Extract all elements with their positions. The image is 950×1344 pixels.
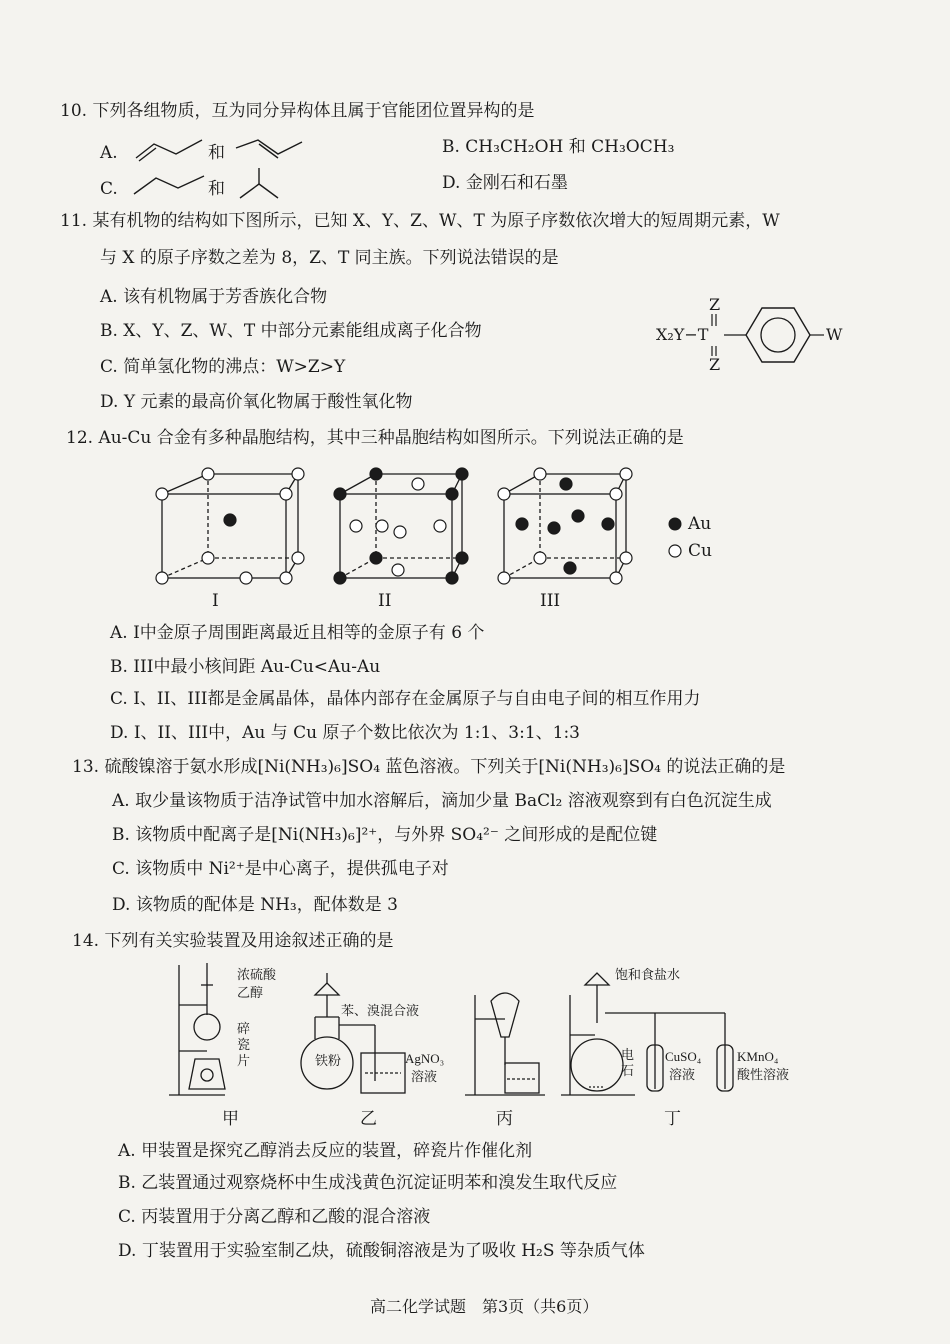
q11-left-group: X₂Y−T (656, 325, 709, 344)
q12-crystal-cells (150, 462, 750, 612)
q11-option-b[interactable]: B. X、Y、Z、W、T 中部分元素能组成离子化合物 (100, 321, 482, 341)
q13-option-c[interactable]: C. 该物质中 Ni²⁺是中心离子，提供孤电子对 (112, 859, 449, 879)
cell-label-iii: III (540, 591, 561, 611)
ding-label-kmno4: KMnO₄ (737, 1049, 779, 1064)
jia-label-5: 片 (237, 1053, 251, 1068)
yi-label-top: 苯、溴混合液 (341, 1003, 420, 1018)
q10-a-alkene-2 (232, 136, 307, 162)
ding-label-dian: 电 (621, 1047, 635, 1062)
q10-c-alkane-1 (132, 172, 207, 198)
ding-label-shi: 石 (621, 1063, 635, 1078)
q13-option-a[interactable]: A. 取少量该物质于洁净试管中加水溶解后，滴加少量 BaCl₂ 溶液观察到有白色沉淀生成 (112, 791, 772, 811)
q11-z-bottom: Z (709, 355, 721, 374)
q10-option-d[interactable]: D. 金刚石和石墨 (442, 173, 568, 193)
app-name-bing: 丙 (496, 1109, 513, 1129)
ding-label-cuso4: CuSO₄ (665, 1049, 702, 1064)
apparatus-ding (561, 973, 733, 1095)
q10-c-and: 和 (208, 179, 225, 199)
q11-option-a[interactable]: A. 该有机物属于芳香族化合物 (100, 287, 328, 307)
q10-option-b[interactable]: B. CH₃CH₂OH 和 CH₃OCH₃ (442, 137, 675, 157)
q11-option-c[interactable]: C. 简单氢化物的沸点：W>Z>Y (100, 357, 346, 377)
jia-label-1: 浓硫酸 (237, 967, 277, 982)
q13-stem: 13. 硫酸镍溶于氨水形成[Ni(NH₃)₆]SO₄ 蓝色溶液。下列关于[Ni(NH₃)₆]SO₄ 的说法正确的是 (72, 757, 786, 777)
app-name-yi: 乙 (360, 1109, 377, 1129)
q14-option-a[interactable]: A. 甲装置是探究乙醇消去反应的装置，碎瓷片作催化剂 (118, 1141, 533, 1161)
q14-option-d[interactable]: D. 丁装置用于实验室制乙炔，硫酸铜溶液是为了吸收 H₂S 等杂质气体 (118, 1241, 645, 1261)
legend-cu-dot (669, 545, 681, 557)
q10-c-isobutane (234, 164, 284, 204)
q12-stem: 12. Au-Cu 合金有多种晶胞结构，其中三种晶胞结构如图所示。下列说法正确的是 (66, 428, 684, 448)
jia-label-4: 瓷 (237, 1037, 251, 1052)
q11-z-top: Z (709, 295, 721, 314)
jia-label-2: 乙醇 (237, 985, 264, 1000)
q14-option-b[interactable]: B. 乙装置通过观察烧杯中生成浅黄色沉淀证明苯和溴发生取代反应 (118, 1173, 618, 1193)
ding-label-cusol: 溶液 (669, 1067, 696, 1082)
q10-a-and: 和 (208, 143, 225, 163)
q11-structure-diagram (652, 294, 862, 378)
q11-stem-line2: 与 X 的原子序数之差为 8，Z、T 同主族。下列说法错误的是 (100, 248, 559, 268)
legend-au-label: Au (688, 514, 712, 534)
app-name-jia: 甲 (222, 1109, 239, 1129)
q11-stem-line1: 11. 某有机物的结构如下图所示，已知 X、Y、Z、W、T 为原子序数依次增大的短周期元素，W (60, 211, 780, 231)
cell-iii-atoms (498, 468, 632, 584)
apparatus-jia (169, 963, 225, 1095)
jia-label-3: 碎 (237, 1021, 251, 1036)
q11-option-d[interactable]: D. Y 元素的最高价氧化物属于酸性氧化物 (100, 392, 413, 412)
q13-option-d[interactable]: D. 该物质的配体是 NH₃，配体数是 3 (112, 895, 398, 915)
yi-label-iron: 铁粉 (315, 1053, 342, 1068)
q14-apparatus (165, 955, 815, 1115)
apparatus-yi (301, 973, 405, 1093)
cell-label-i: I (212, 591, 219, 611)
legend-au-dot (669, 518, 681, 530)
q11-w-label: W (826, 325, 843, 344)
cell-label-ii: II (378, 591, 392, 611)
ding-label-ksol: 酸性溶液 (737, 1067, 790, 1082)
apparatus-bing (465, 993, 545, 1095)
cell-i-atoms (156, 468, 304, 584)
q14-option-c[interactable]: C. 丙装置用于分离乙醇和乙酸的混合溶液 (118, 1207, 431, 1227)
app-name-ding: 丁 (664, 1109, 681, 1129)
q10-option-c-prefix[interactable]: C. (100, 179, 118, 199)
q14-stem: 14. 下列有关实验装置及用途叙述正确的是 (72, 931, 394, 951)
yi-label-sol: 溶液 (411, 1069, 438, 1084)
q13-option-b[interactable]: B. 该物质中配离子是[Ni(NH₃)₆]²⁺，与外界 SO₄²⁻ 之间形成的是配位键 (112, 825, 658, 845)
q12-option-c[interactable]: C. I、II、III都是金属晶体，晶体内部存在金属原子与自由电子间的相互作用力 (110, 689, 701, 709)
page-footer: 高二化学试题 第3页（共6页） (370, 1297, 599, 1316)
q12-option-b[interactable]: B. III中最小核间距 Au-Cu<Au-Au (110, 657, 381, 677)
q10-option-a-prefix[interactable]: A. (100, 143, 118, 163)
ding-label-top: 饱和食盐水 (615, 967, 681, 982)
q10-a-alkene-1 (132, 136, 207, 162)
cell-ii-atoms (334, 468, 468, 584)
q10-stem: 10. 下列各组物质，互为同分异构体且属于官能团位置异构的是 (60, 101, 535, 121)
q12-option-a[interactable]: A. I中金原子周围距离最近且相等的金原子有 6 个 (110, 623, 485, 643)
q12-option-d[interactable]: D. I、II、III中，Au 与 Cu 原子个数比依次为 1:1、3:1、1:3 (110, 723, 580, 743)
yi-label-agno3: AgNO₃ (405, 1051, 445, 1066)
legend-cu-label: Cu (688, 541, 712, 561)
